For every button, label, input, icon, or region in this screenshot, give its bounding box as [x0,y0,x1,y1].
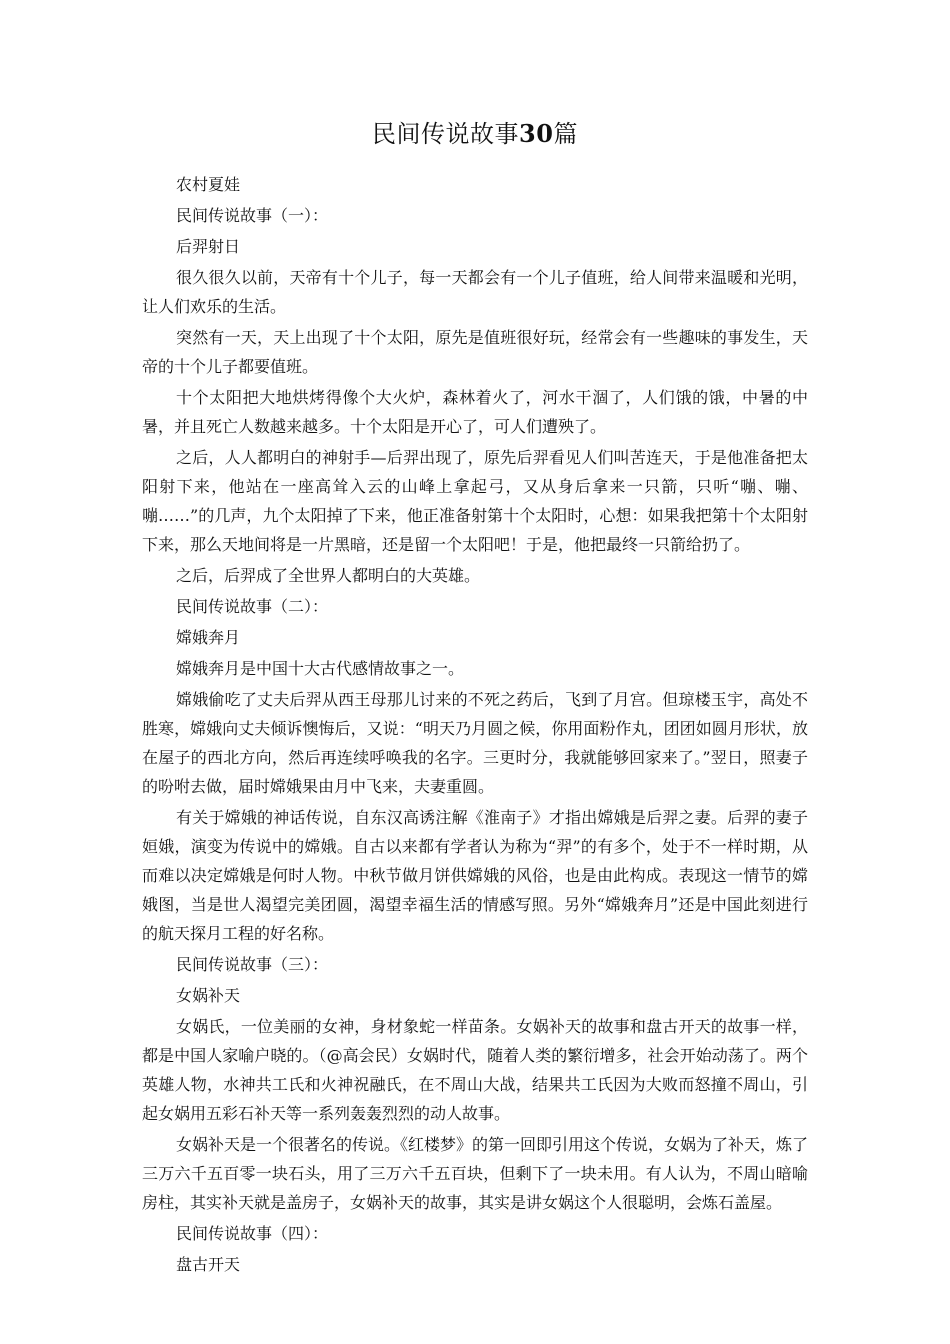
story-title: 后羿射日 [176,237,241,256]
story-title: 盘古开天 [176,1255,241,1274]
body-paragraph: 突然有一天，天上出现了十个太阳，原先是值班很好玩，经常会有一些趣味的事发生，天帝的十个儿子都要值班。 [142,328,808,376]
body-paragraph: 十个太阳把大地烘烤得像个大火炉，森林着火了，河水干涸了，人们饿的饿，中暑的中暑，并且死亡人数越来越多。十个太阳是开心了，可人们遭殃了。 [142,388,808,436]
section-heading: 民间传说故事（四）： [176,1224,329,1243]
story-title: 女娲补天 [176,986,241,1005]
body-paragraph: 嫦娥奔月是中国十大古代感情故事之一。 [176,659,465,678]
body-paragraph: 女娲补天是一个很著名的传说。《红楼梦》的第一回即引用这个传说，女娲为了补天，炼了三万六千五百零一块石头，用了三万六千五百块，但剩下了一块未用。有人认为，不周山暗喻房柱，其实补天就是盖房子，女娲补天的故事，其实是讲女娲这个人很聪明，会炼石盖屋。 [142,1135,809,1212]
story-title: 嫦娥奔月 [176,628,241,647]
body-paragraph: 嫦娥偷吃了丈夫后羿从西王母那儿讨来的不死之药后，飞到了月宫。但琼楼玉宇，高处不胜寒，嫦娥向丈夫倾诉懊悔后，又说：“明天乃月圆之候，你用面粉作丸，团团如圆月形状，放在屋子的西北方向，然后再连续呼唤我的名字。三更时分，我就能够回家来了。”翌日，照妻子的吩咐去做，届时嫦娥果由月中飞来，夫妻重圆。 [142,690,808,796]
section-heading: 民间传说故事（三）： [176,955,329,974]
body-paragraph: 女娲氏，一位美丽的女神，身材象蛇一样苗条。女娲补天的故事和盘古开天的故事一样，都是中国人家喻户晓的。（@高会民）女娲时代，随着人类的繁衍增多，社会开始动荡了。两个英雄人物，水神共工氏和火神祝融氏，在不周山大战，结果共工氏因为大败而怒撞不周山，引起女娲用五彩石补天等一系列轰轰烈烈的动人故事。 [142,1017,808,1123]
document-body [142,170,808,1281]
title-main: 民间传说故事 [372,120,520,148]
body-paragraph: 有关于嫦娥的神话传说，自东汉高诱注解《淮南子》才指出嫦娥是后羿之妻。后羿的妻子姮娥，演变为传说中的嫦娥。自古以来都有学者认为称为“羿”的有多个，处于不一样时期，从而难以决定嫦娥是何时人物。中秋节做月饼供嫦娥的风俗，也是由此构成。表现这一情节的嫦娥图，当是世人渴望完美团圆，渴望幸福生活的情感写照。另外“嫦娥奔月”还是中国此刻进行的航天探月工程的好名称。 [142,808,808,943]
title-suffix: 篇 [553,120,578,148]
section-heading: 民间传说故事（一）： [176,206,329,225]
body-paragraph: 之后，人人都明白的神射手—后羿出现了，原先后羿看见人们叫苦连天，于是他准备把太阳射下来，他站在一座高耸入云的山峰上拿起弓，又从身后拿来一只箭，只听“嘣、嘣、嘣……”的几声，九个太阳掉了下来，他正准备射第十个太阳时，心想：如果我把第十个太阳射下来，那么天地间将是一片黑暗，还是留一个太阳吧！于是，他把最终一只箭给扔了。 [142,448,808,554]
section-heading: 民间传说故事（二）： [176,597,329,616]
author-line: 农村夏娃 [176,175,241,194]
body-paragraph: 之后，后羿成了全世界人都明白的大英雄。 [176,566,481,585]
body-paragraph: 很久很久以前，天帝有十个儿子，每一天都会有一个儿子值班，给人间带来温暖和光明，让人们欢乐的生活。 [142,268,808,316]
document-title [0,116,950,152]
title-number: 30 [519,119,554,148]
